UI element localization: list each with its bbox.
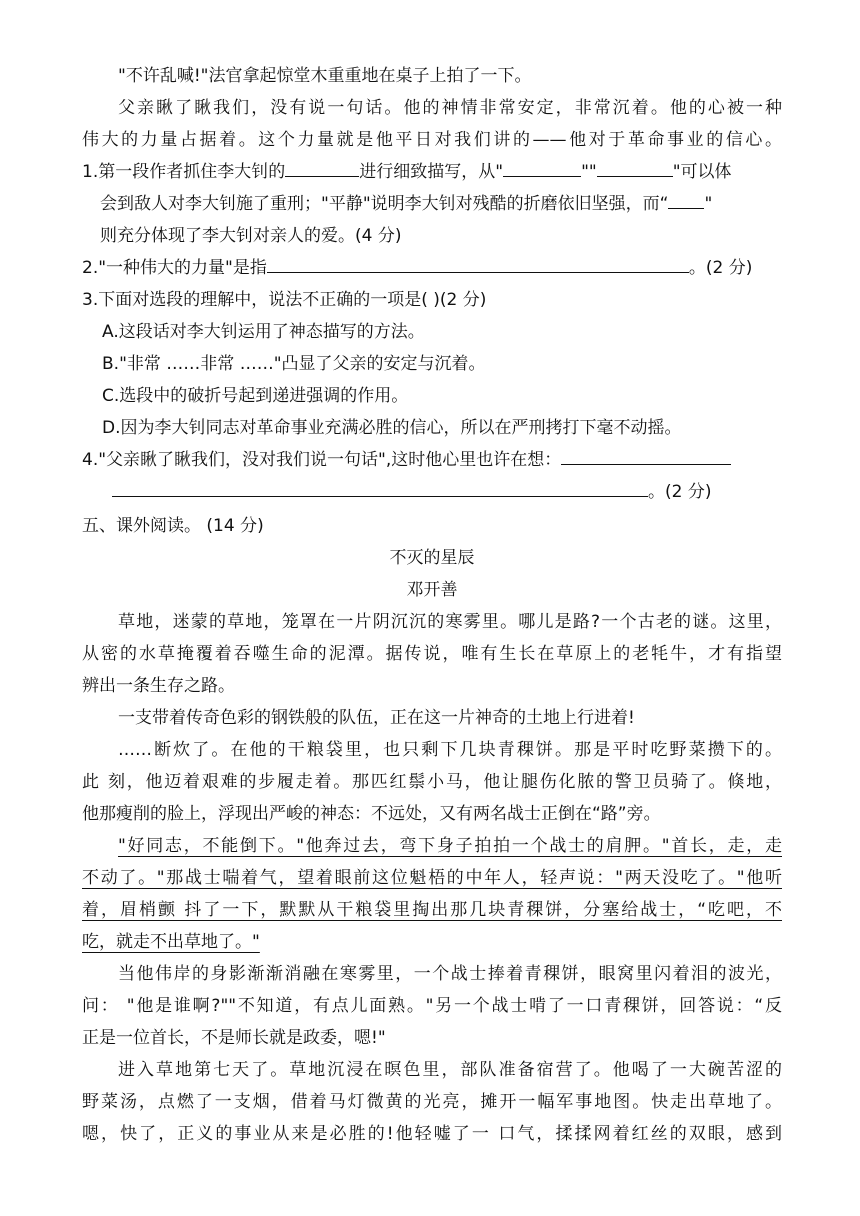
answer-blank[interactable] <box>668 190 704 209</box>
option-b: B."非常 ……非常 ……"凸显了父亲的安定与沉着。 <box>102 354 486 374</box>
article-line: 辨出一条生存之路。 <box>82 676 235 696</box>
question-text: "可以体 <box>672 162 732 182</box>
answer-blank[interactable] <box>503 158 581 177</box>
question-text: 。(2 分) <box>688 258 753 278</box>
article-line: 嗯，快了，正义的事业从来是必胜的!他轻嘘了一 口气，揉揉网着红丝的双眼，感到 <box>82 1124 782 1144</box>
question-4 <box>82 444 782 476</box>
question-text: "" <box>581 162 597 182</box>
article-line: 问： "他是谁啊?""不知道，有点儿面熟。"另一个战士啃了一口青稞饼，回答说：“反 <box>82 996 782 1016</box>
question-text: 进行细致描写，从" <box>359 162 504 182</box>
article-line: 进入草地第七天了。草地沉浸在暝色里，部队准备宿营了。他喝了一大碗苦涩的 <box>118 1060 782 1080</box>
question-1 <box>82 156 782 188</box>
option-c: C.选段中的破折号起到递进强调的作用。 <box>102 386 409 406</box>
article-line: 草地，迷蒙的草地，笼罩在一片阴沉沉的寒雾里。哪儿是路?一个古老的谜。这里， <box>118 612 782 632</box>
article-line: 一支带着传奇色彩的钢铁般的队伍，正在这一片神奇的土地上行进着! <box>118 708 635 728</box>
question-2 <box>82 252 782 284</box>
question-text: 会到敌人对李大钊施了重刑；"平静"说明李大钊对残酷的折磨依旧坚强，而“ <box>100 194 669 214</box>
answer-blank[interactable] <box>597 158 673 177</box>
article-author: 邓开善 <box>406 580 458 600</box>
article-line: 他那瘦削的脸上，浮现出严峻的神态：不远处，又有两名战士正倒在“路”旁。 <box>82 804 661 824</box>
article-body <box>82 606 782 1150</box>
question-text: 2."一种伟大的力量"是指 <box>82 258 267 278</box>
article-line: 从密的水草掩覆着吞噬生命的泥潭。据传说，唯有生长在草原上的老牦牛，才有指望 <box>82 644 782 664</box>
question-4-cont <box>82 476 782 508</box>
passage-paragraph: "不许乱喊!"法官拿起惊堂木重重地在桌子上拍了一下。 <box>118 66 532 86</box>
question-text: 1.第一段作者抓住李大钊的 <box>82 162 286 182</box>
answer-blank[interactable] <box>267 254 689 273</box>
answer-blank[interactable] <box>112 478 648 497</box>
article-line: 着，眉梢颤 抖了一下，默默从干粮袋里掏出那几块青稞饼，分塞给战士，“吃吧，不 <box>82 900 782 920</box>
question-3: 3.下面对选段的理解中，说法不正确的一项是( )(2 分) <box>82 290 487 310</box>
article-title: 不灭的星辰 <box>389 548 475 568</box>
passage-paragraph: 父亲瞅了瞅我们，没有说一句话。他的神情非常安定，非常沉着。他的心被一种 <box>118 98 782 118</box>
article-line: 不动了。"那战士喘着气，望着眼前这位魁梧的中年人，轻声说："两天没吃了。"他听 <box>82 868 782 888</box>
question-text: 。(2 分) <box>648 482 712 502</box>
section-heading: 五、课外阅读。 (14 分) <box>82 516 264 536</box>
article-line: 吃，就走不出草地了。" <box>82 932 260 952</box>
option-a: A.这段话对李大钊运用了神态描写的方法。 <box>102 322 425 342</box>
answer-blank[interactable] <box>285 158 359 177</box>
question-text: " <box>704 194 713 214</box>
question-1-cont: 则充分体现了李大钊对亲人的爱。(4 分) <box>100 226 402 246</box>
answer-blank[interactable] <box>561 446 731 465</box>
article-line: 此 刻，他迈着艰难的步履走着。那匹红鬃小马，他让腿伤化脓的警卫员骑了。倏地， <box>82 772 782 792</box>
article-line: ……断炊了。在他的干粮袋里，也只剩下几块青稞饼。那是平时吃野菜攒下的。 <box>118 740 782 760</box>
option-d: D.因为李大钊同志对革命事业充满必胜的信心，所以在严刑拷打下毫不动摇。 <box>102 418 682 438</box>
question-text: 4."父亲瞅了瞅我们，没对我们说一句话",这时他心里也许在想： <box>82 450 562 470</box>
passage-paragraph: 伟大的力量占据着。这个力量就是他平日对我们讲的——他对于革命事业的信心。 <box>82 130 782 150</box>
article-line: 野菜汤，点燃了一支烟，借着马灯微黄的光亮，摊开一幅军事地图。快走出草地了。 <box>82 1092 782 1112</box>
article-line: 正是一位首长，不是师长就是政委，嗯!" <box>82 1028 386 1048</box>
article-line: 当他伟岸的身影渐渐消融在寒雾里，一个战士捧着青稞饼，眼窝里闪着泪的波光， <box>118 964 782 984</box>
article-line: "好同志，不能倒下。"他奔过去，弯下身子拍拍一个战士的肩胛。"首长，走，走 <box>118 836 782 856</box>
document-page <box>82 60 782 1150</box>
question-1-cont <box>82 188 782 220</box>
